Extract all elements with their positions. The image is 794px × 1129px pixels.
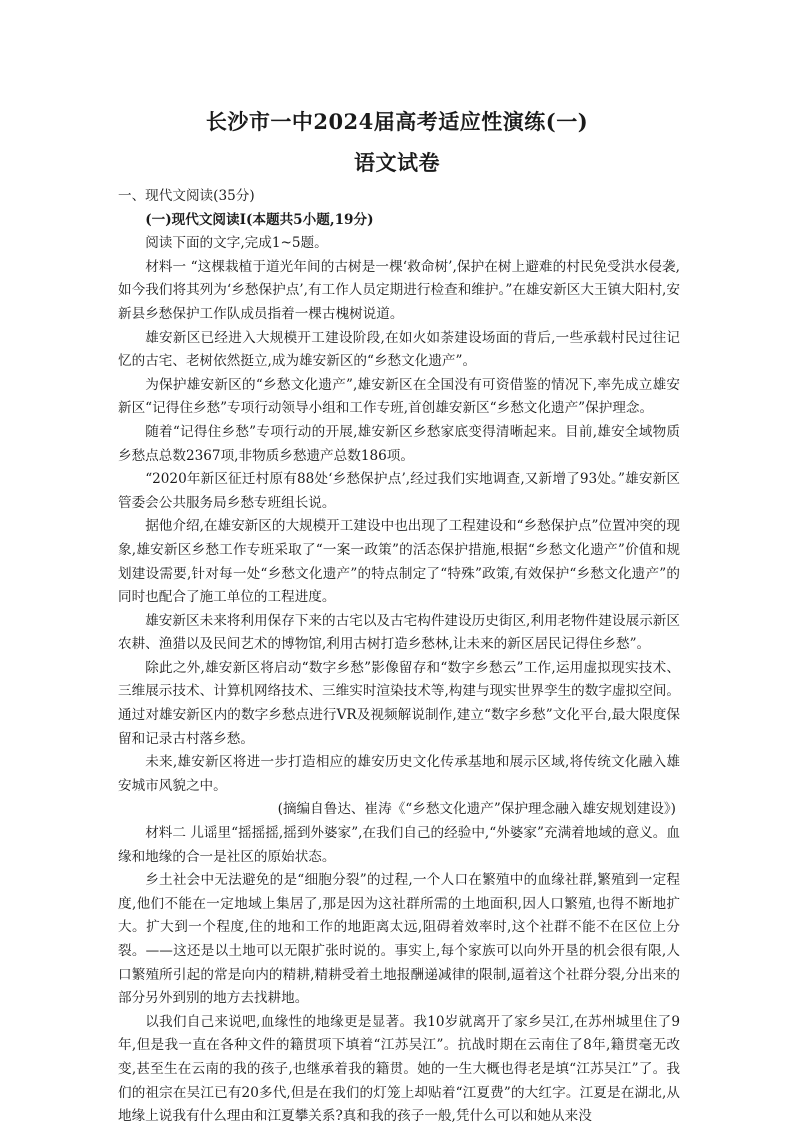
subsection-heading: (一)现代文阅读Ⅰ(本题共5小题,19分)	[145, 211, 374, 228]
instruction: 阅读下面的文字,完成1~5题。	[145, 235, 328, 252]
paragraph: 除此之外,雄安新区将启动“数字乡愁”影像留存和“数字乡愁云”工作,运用虚拟现实技术、三维展示技术、计算机网络技术、三维实时渲染技术等,构建与现实世界孪生的数字虚拟空间。通过对雄安新区内的数字乡愁点进行VR及视频解说制作,建立“数字乡愁”文化平台,最大限度保留和记录古村落乡愁。	[118, 659, 680, 747]
paragraph: 材料二 儿谣里“摇摇摇,摇到外婆家”,在我们自己的经验中,“外婆家”充满着地域的意义。血缘和地缘的合一是社区的原始状态。	[118, 825, 680, 865]
exam-subtitle: 语文试卷	[354, 150, 440, 175]
source-citation: (摘编自鲁达、崔涛《“乡愁文化遗产”保护理念融入雄安规划建设》)	[277, 801, 676, 818]
exam-title: 长沙市一中2024届高考适应性演练(一)	[205, 109, 589, 134]
paragraph: 未来,雄安新区将进一步打造相应的雄安历史文化传承基地和展示区域,将传统文化融入雄安城市风貌之中。	[118, 754, 680, 794]
paragraph: 雄安新区未来将利用保存下来的古宅以及古宅构件建设历史街区,利用老物件建设展示新区农耕、渔猎以及民间艺术的博物馆,利用古树打造乡愁林,让未来的新区居民记得住乡愁”。	[118, 612, 680, 653]
paragraph: “2020年新区征迁村原有88处‘乡愁保护点’,经过我们实地调查,又新增了93处。”雄安新区管委会公共服务局乡愁专班组长说。	[118, 471, 680, 511]
exam-content	[118, 185, 680, 1129]
paragraph: 雄安新区已经进入大规模开工建设阶段,在如火如荼建设场面的背后,一些承载村民过往记忆的古宅、老树依然挺立,成为雄安新区的“乡愁文化遗产”。	[118, 329, 680, 370]
paragraph: 为保护雄安新区的“乡愁文化遗产”,雄安新区在全国没有可资借鉴的情况下,率先成立雄安新区“记得住乡愁”专项行动领导小组和工作专班,首创雄安新区“乡愁文化遗产”保护理念。	[118, 376, 680, 417]
section-heading: 一、现代文阅读(35分)	[118, 188, 255, 204]
paragraph: 乡土社会中无法避免的是“细胞分裂”的过程,一个人口在繁殖中的血缘社群,繁殖到一定程度,他们不能在一定地域上集居了,那是因为这社群所需的土地面积,因人口繁殖,也得不断地扩大。扩大到一个程度,住的地和工作的地距离太远,阻碍着效率时,这个社群不能不在区位上分裂。——这还是以土地可以无限扩张时说的。事实上,每个家族可以向外开垦的机会很有限,人口繁殖所引起的常是向内的精耕,精耕受着土地报酬递减律的限制,逼着这个社群分裂,分出来的部分另外到别的地方去找耕地。	[118, 872, 680, 1007]
paragraph: 随着“记得住乡愁”专项行动的开展,雄安新区乡愁家底变得清晰起来。目前,雄安全域物质乡愁点总数2367项,非物质乡愁遗产总数186项。	[118, 423, 680, 464]
paragraph: 以我们自己来说吧,血缘性的地缘更是显著。我10岁就离开了家乡吴江,在苏州城里住了9年,但是我一直在各种文件的籍贯项下填着“江苏吴江”。抗战时期在云南住了8年,籍贯毫无改变,甚至生在云南的我的孩子,也继承着我的籍贯。她的一生大概也得老是填“江苏吴江”了。我们的祖宗在吴江已有20多代,但是在我们的灯笼上却贴着“江夏费”的大红字。江夏是在湖北,从地缘上说我有什么理由和江夏攀关系?真和我的孩子一般,凭什么可以和她从来没	[118, 1013, 680, 1125]
paragraph: 据他介绍,在雄安新区的大规模开工建设中也出现了工程建设和“乡愁保护点”位置冲突的现象,雄安新区乡愁工作专班采取了“一案一政策”的活态保护措施,根据“乡愁文化遗产”价值和规划建设需要,针对每一处“乡愁文化遗产”的特点制定了“特殊”政策,有效保护“乡愁文化遗产”的同时也配合了施工单位的工程进度。	[118, 518, 680, 606]
paragraph: 材料一 “这棵栽植于道光年间的古树是一棵‘救命树’,保护在树上避难的村民免受洪水侵袭,如今我们将其列为‘乡愁保护点’,有工作人员定期进行检查和维护。”在雄安新区大王镇大阳村,安新县乡愁保护工作队成员指着一棵古槐树说道。	[118, 258, 680, 322]
